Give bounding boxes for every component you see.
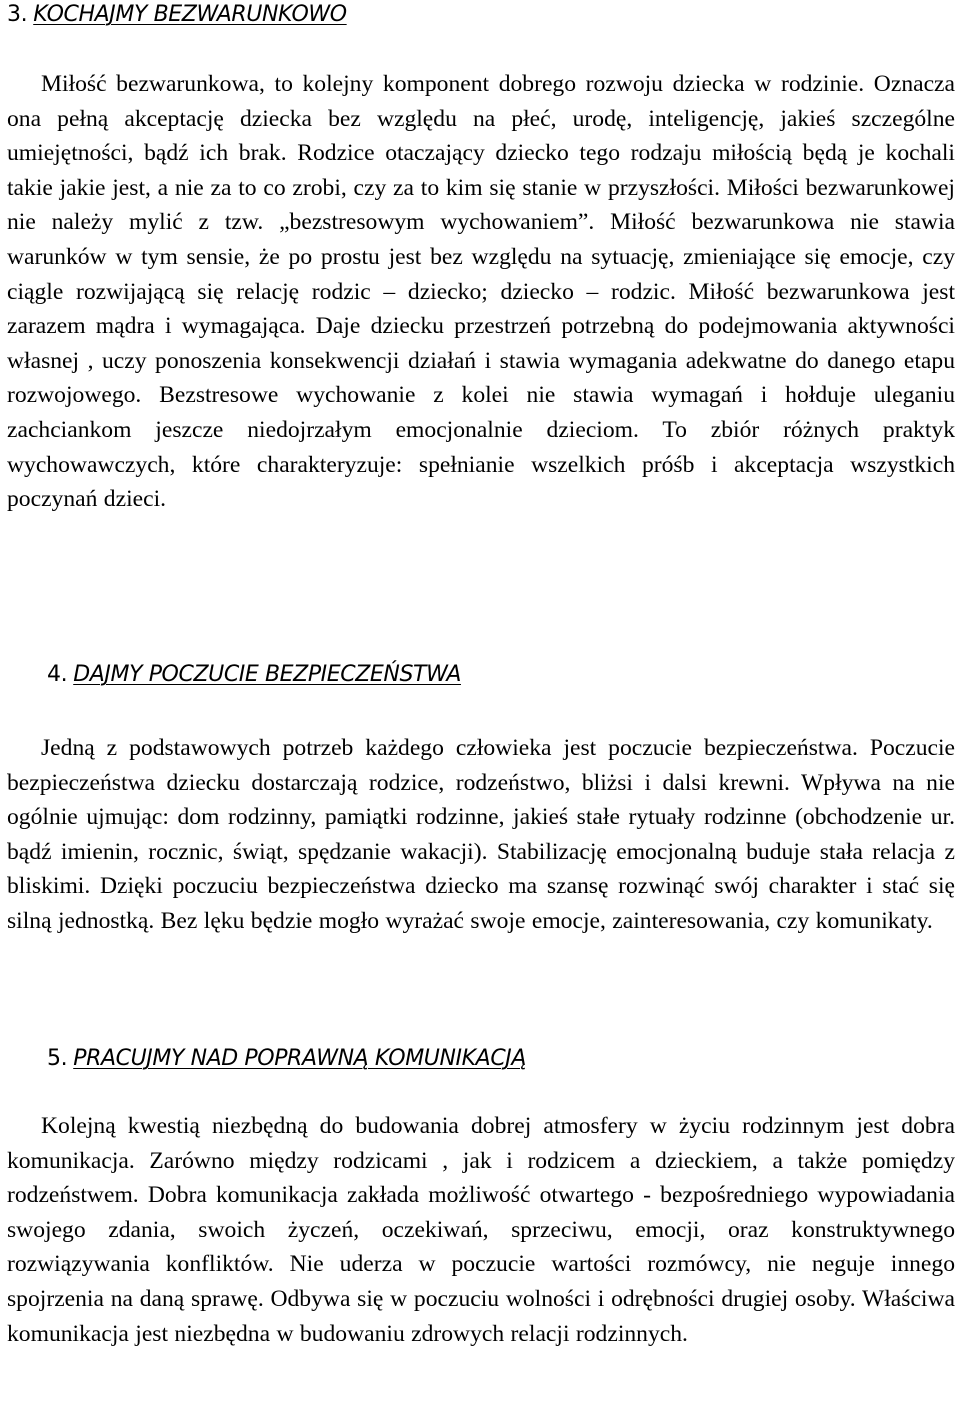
section-4-heading <box>47 660 461 690</box>
section-3-paragraph: Miłość bezwarunkowa, to kolejny komponent dobrego rozwoju dziecka w rodzinie. Oznacza ona pełną akceptację dziecka bez względu na płeć, urodę, inteligencję, jakieś szczególne umiejętności, bądź ich brak. Rodzice otaczający dziecko tego rodzaju miłością będą je kochali takie jakie jest, a nie za to co zrobi, czy za to kim się stanie w przyszłości. Miłości bezwarunkowej nie należy mylić z tzw. „bezstresowym wychowaniem”. Miłość bezwarunkowa nie stawia warunków w tym sensie, że po prostu jest bez względu na sytuację, zmieniające się emocje, czy ciągle rozwijającą się relację rodzic – dziecko; dziecko – rodzic. Miłość bezwarunkowa jest zarazem mądra i wymagająca. Daje dziecku przestrzeń potrzebną do podejmowania aktywności własnej , uczy ponoszenia konsekwencji działań i stawia wymagania adekwatne do danego etapu rozwojowego. Bezstresowe wychowanie z kolei nie stawia wymagań i hołduje uleganiu zachciankom jeszcze niedojrzałym emocjonalnie dzieciom. To zbiór różnych praktyk wychowawczych, które charakteryzuje: spełnianie wszelkich próśb i akceptacja wszystkich poczynań dzieci. <box>7 71 955 513</box>
section-5-number: 5. <box>47 1046 68 1071</box>
section-3-number: 3. <box>7 2 28 27</box>
section-5-title: PRACUJMY NAD POPRAWNĄ KOMUNIKACJĄ <box>73 1046 527 1071</box>
section-3-title: KOCHAJMY BEZWARUNKOWO <box>33 2 347 27</box>
section-5-paragraph: Kolejną kwestią niezbędną do budowania dobrej atmosfery w życiu rodzinnym jest dobra komunikacja. Zarówno między rodzicami , jak i rodzicem a dzieckiem, a także pomiędzy rodzeństwem. Dobra komunikacja zakłada możliwość otwartego - bezpośredniego wypowiadania swojego zdania, swoich życzeń, oczekiwań, sprzeciwu, emocji, oraz konstruktywnego rozwiązywania konfliktów. Nie uderza w poczucie wartości rozmówcy, nie neguje innego spojrzenia na daną sprawę. Odbywa się w poczuciu wolności i odrębności drugiej osoby. Właściwa komunikacja jest niezbędna w budowaniu zdrowych relacji rodzinnych. <box>7 1113 955 1347</box>
section-4-number: 4. <box>47 662 68 687</box>
section-5-heading <box>47 1044 526 1074</box>
section-4-title: DAJMY POCZUCIE BEZPIECZEŃSTWA <box>73 662 461 687</box>
section-3-heading <box>7 0 347 30</box>
section-4-paragraph: Jedną z podstawowych potrzeb każdego człowieka jest poczucie bezpieczeństwa. Poczucie bezpieczeństwa dziecku dostarczają rodzice, rodzeństwo, bliżsi i dalsi krewni. Wpływa na nie ogólnie ujmując: dom rodzinny, pamiątki rodzinne, jakieś stałe rytuały rodzinne (obchodzenie ur. bądź imienin, rocznic, świąt, spędzanie wakacji). Stabilizację emocjonalną buduje stała relacja z bliskimi. Dzięki poczuciu bezpieczeństwa dziecko ma szansę rozwinąć swój charakter i stać się silną jednostką. Bez lęku będzie mogło wyrażać swoje emocje, zainteresowania, czy komunikaty. <box>7 735 955 934</box>
